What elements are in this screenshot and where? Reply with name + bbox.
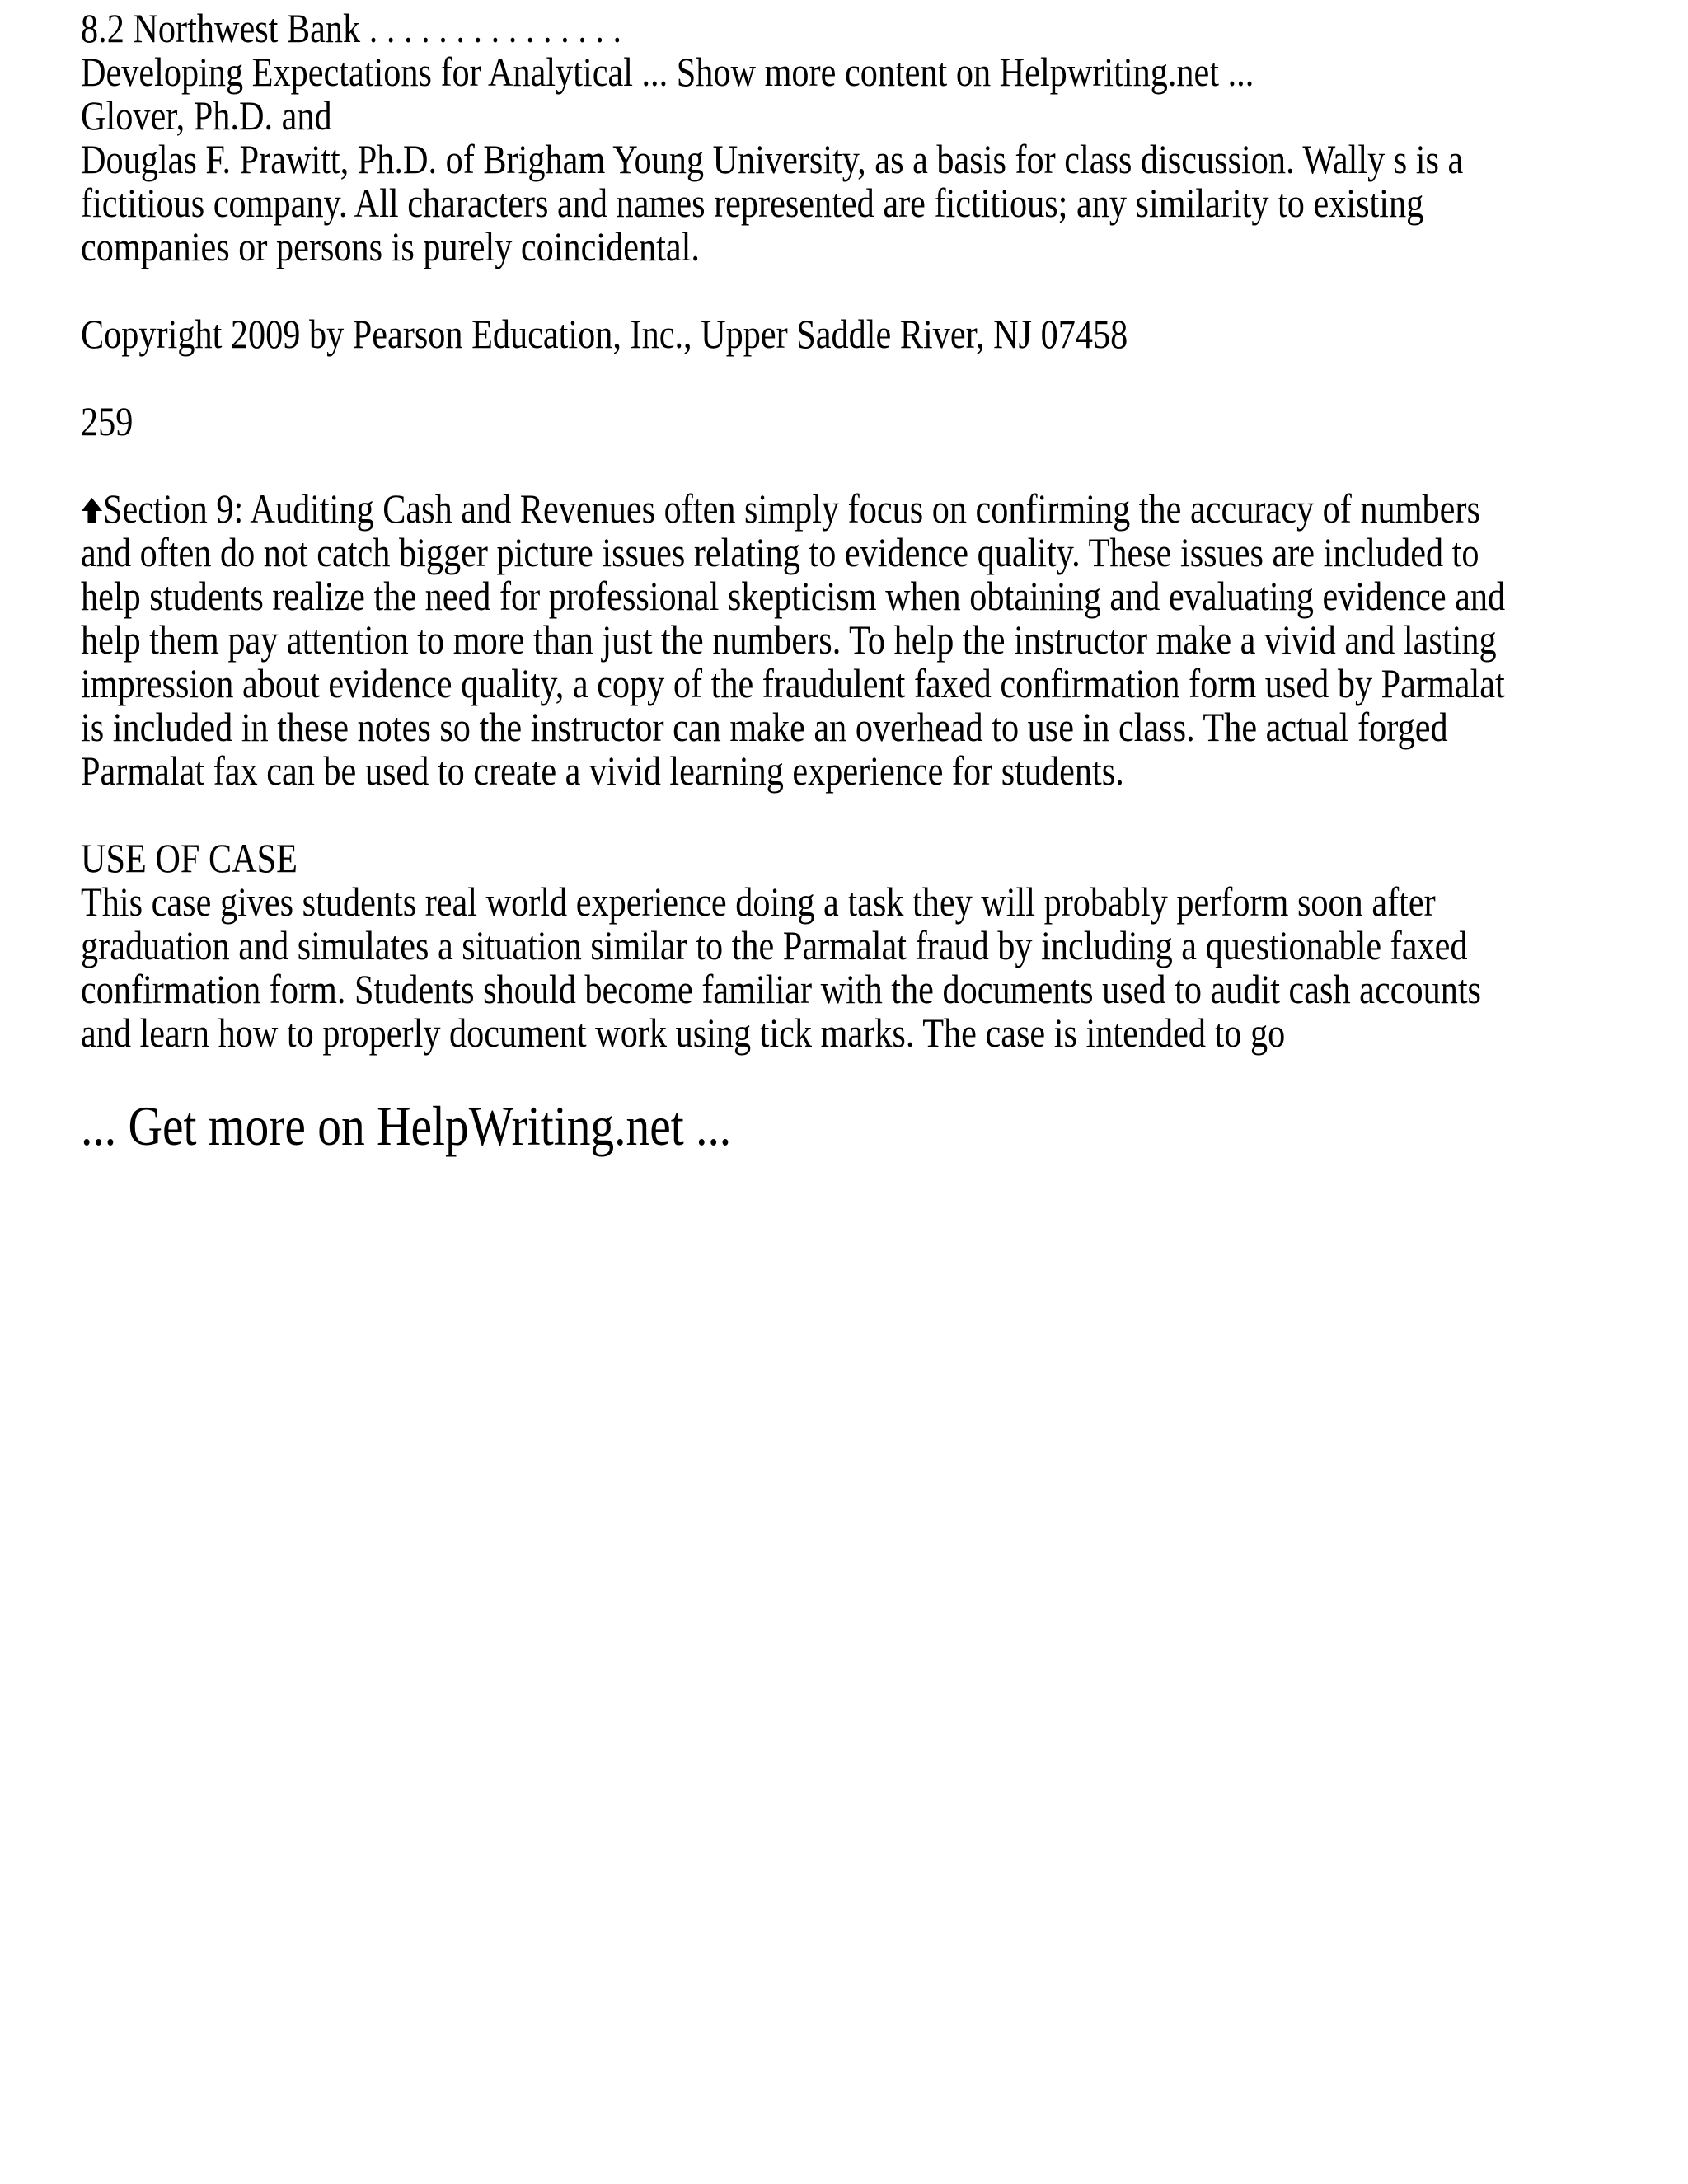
use-of-case-line: and learn how to properly document work using tick marks. The case is intended to go — [81, 1010, 1286, 1056]
intro-line: Developing Expectations for Analytical ... Show more content on Helpwriting.net ... — [81, 49, 1254, 95]
use-of-case-line: graduation and simulates a situation similar to the Parmalat fraud by including a questionable faxed — [81, 922, 1468, 968]
section9-paragraph — [81, 487, 1688, 793]
section9-line: is included in these notes so the instructor can make an overhead to use in class. The actual forged — [81, 704, 1448, 750]
intro-line: Glover, Ph.D. and — [81, 92, 332, 138]
section9-line: Section 9: Auditing Cash and Revenues often simply focus on confirming the accuracy of numbers — [103, 485, 1480, 532]
up-arrow-icon — [81, 496, 103, 524]
toc-line: 8.2 Northwest Bank . . . . . . . . . . . . . . . — [81, 5, 622, 51]
section9-line: Parmalat fax can be used to create a vivid learning experience for students. — [81, 748, 1124, 794]
section9-line: help students realize the need for professional skepticism when obtaining and evaluating evidence and — [81, 573, 1506, 619]
section9-line: impression about evidence quality, a copy of the fraudulent faxed confirmation form used by Parmalat — [81, 660, 1505, 706]
footer-promo-line: ... Get more on HelpWriting.net ... — [81, 1094, 732, 1157]
section9-line: and often do not catch bigger picture issues relating to evidence quality. These issues are included to — [81, 529, 1479, 575]
copyright-line: Copyright 2009 by Pearson Education, Inc., Upper Saddle River, NJ 07458 — [81, 311, 1128, 357]
intro-line: companies or persons is purely coincidental. — [81, 223, 700, 269]
intro-line: Douglas F. Prawitt, Ph.D. of Brigham Young University, as a basis for class discussion. Wally s is a — [81, 136, 1464, 182]
use-of-case-line: confirmation form. Students should become familiar with the documents used to audit cash accounts — [81, 966, 1482, 1012]
text-block — [81, 7, 1688, 1157]
intro-line: fictitious company. All characters and names represented are fictitious; any similarity to existing — [81, 180, 1424, 226]
section9-line: help them pay attention to more than just the numbers. To help the instructor make a vivid and lasting — [81, 616, 1497, 663]
section9-line-first — [81, 487, 1688, 531]
use-of-case-heading: USE OF CASE — [81, 835, 298, 881]
page-number: 259 — [81, 398, 134, 444]
use-of-case-section — [81, 837, 1688, 1055]
use-of-case-line: This case gives students real world experience doing a task they will probably perform soon after — [81, 879, 1436, 925]
